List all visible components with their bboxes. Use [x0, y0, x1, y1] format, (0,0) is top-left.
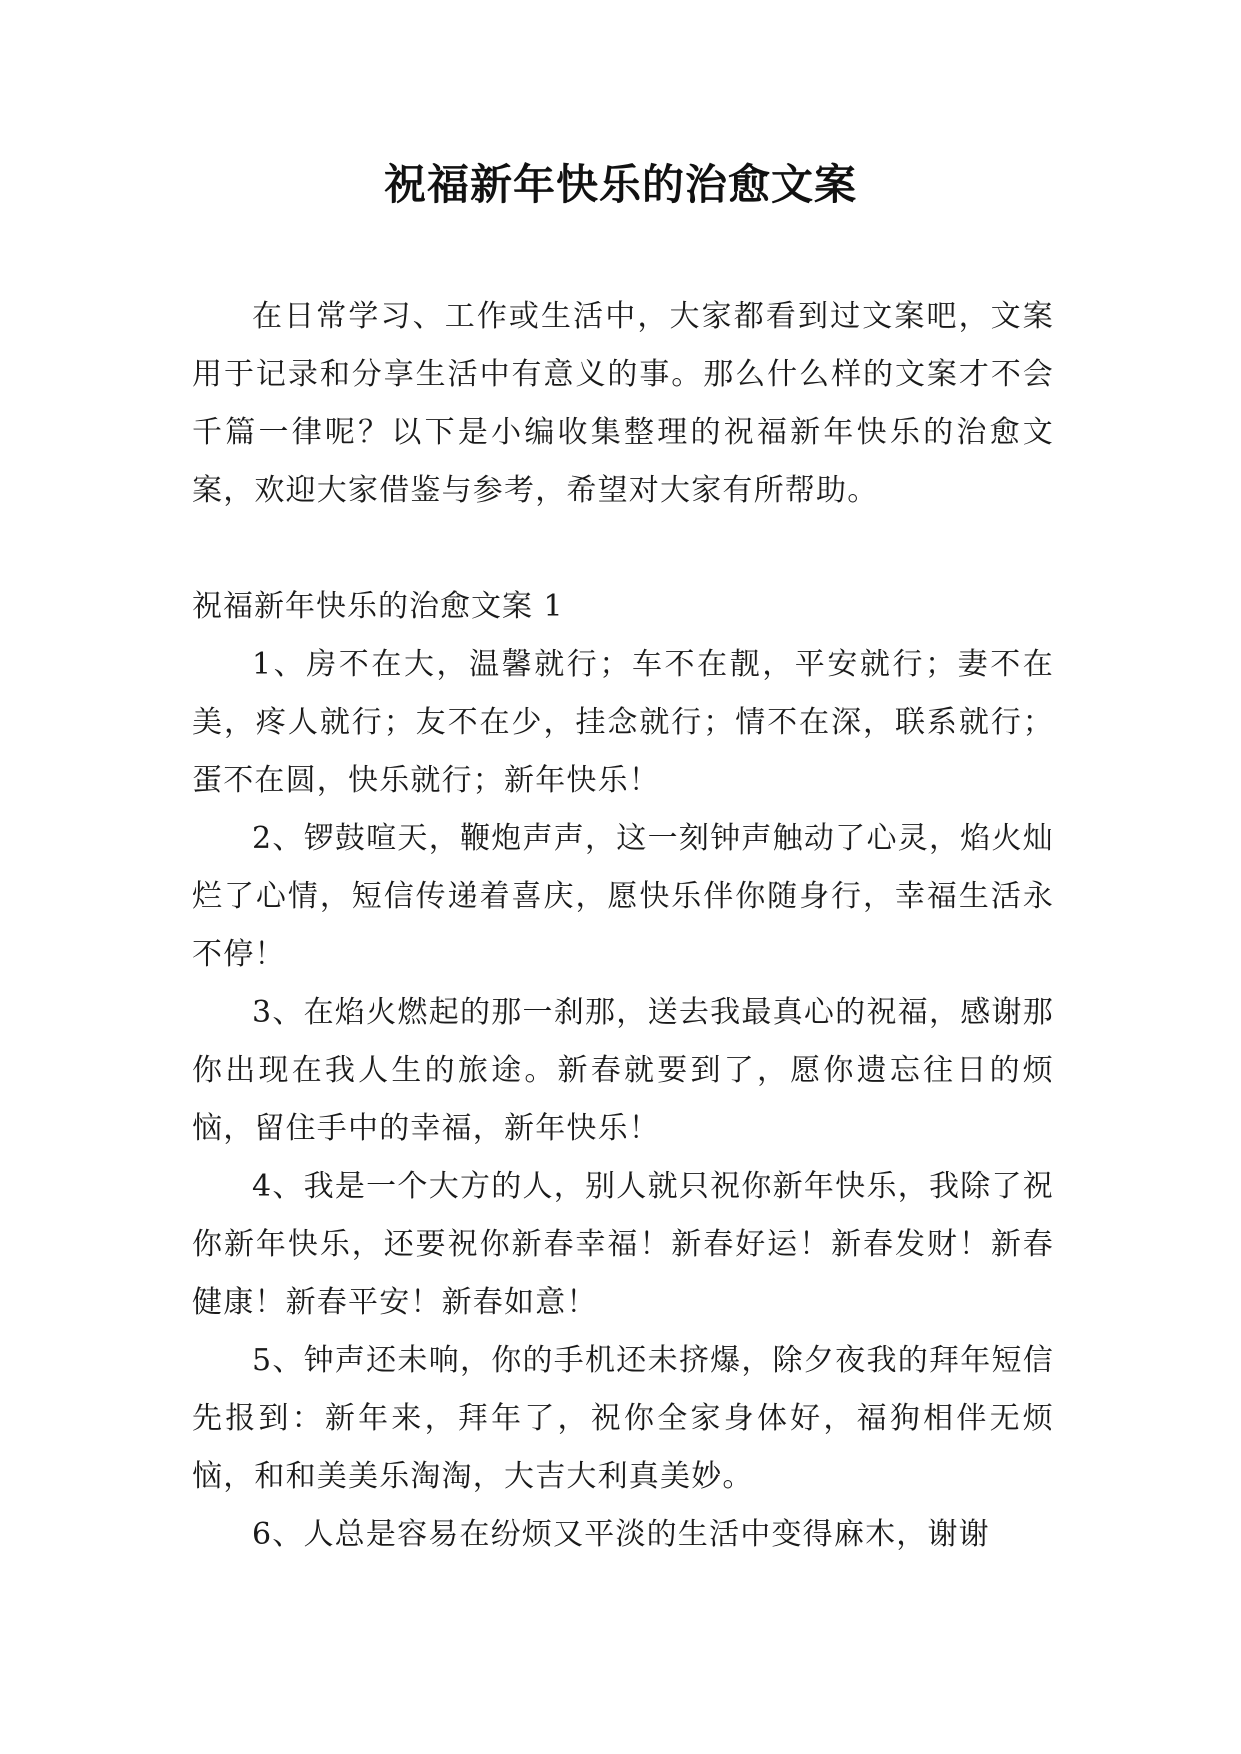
list-item-5: 5、钟声还未响，你的手机还未挤爆，除夕夜我的拜年短信先报到：新年来，拜年了，祝你全家身体好，福狗相伴无烦恼，和和美美乐淘淘，大吉大利真美妙。	[192, 1343, 1054, 1494]
list-item-3: 3、在焰火燃起的那一刹那，送去我最真心的祝福，感谢那你出现在我人生的旅途。新春就要到了，愿你遗忘往日的烦恼，留住手中的幸福，新年快乐！	[192, 995, 1054, 1146]
list-item-1: 1、房不在大，温馨就行；车不在靓，平安就行；妻不在美，疼人就行；友不在少，挂念就行；情不在深，联系就行；蛋不在圆，快乐就行；新年快乐！	[192, 647, 1054, 798]
intro-paragraph: 在日常学习、工作或生活中，大家都看到过文案吧，文案用于记录和分享生活中有意义的事。那么什么样的文案才不会千篇一律呢？以下是小编收集整理的祝福新年快乐的治愈文案，欢迎大家借鉴与参考，希望对大家有所帮助。	[192, 299, 1054, 508]
document-body	[192, 288, 1054, 1564]
list-item-6: 6、人总是容易在纷烦又平淡的生活中变得麻木，谢谢	[252, 1517, 990, 1552]
list-item-4: 4、我是一个大方的人，别人就只祝你新年快乐，我除了祝你新年快乐，还要祝你新春幸福！新春好运！新春发财！新春健康！新春平安！新春如意！	[192, 1169, 1054, 1320]
section-heading: 祝福新年快乐的治愈文案 1	[192, 589, 564, 624]
document-title: 祝福新年快乐的治愈文案	[383, 160, 857, 209]
list-item-2: 2、锣鼓喧天，鞭炮声声，这一刻钟声触动了心灵，焰火灿烂了心情，短信传递着喜庆，愿快乐伴你随身行，幸福生活永不停！	[192, 821, 1054, 972]
